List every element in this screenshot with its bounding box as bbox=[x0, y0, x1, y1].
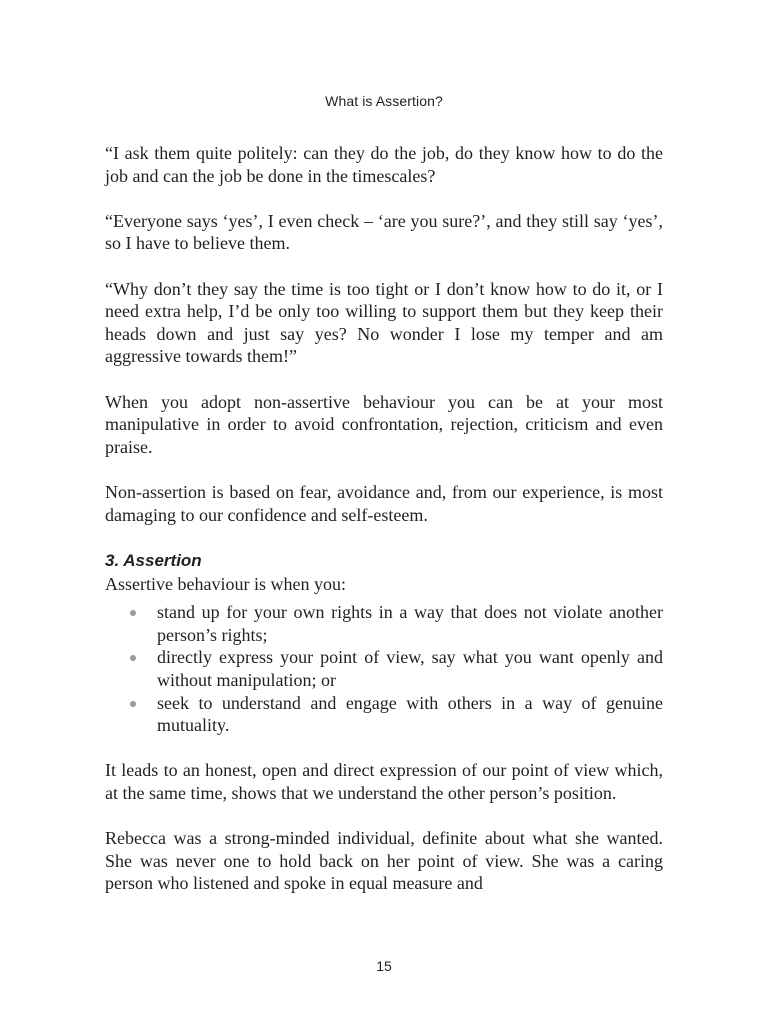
bullet-dot-icon bbox=[130, 610, 136, 616]
bullet-dot-icon bbox=[130, 701, 136, 707]
bullet-text: directly express your point of view, say what you want openly and without manipulation; or bbox=[157, 647, 663, 691]
bullet-list bbox=[105, 601, 663, 737]
page-number: 15 bbox=[376, 958, 392, 974]
bullet-item bbox=[105, 646, 663, 691]
section-intro: Assertive behaviour is when you: bbox=[105, 573, 346, 594]
paragraph: “I ask them quite politely: can they do the job, do they know how to do the job and can the job be done in the timescales? bbox=[105, 143, 663, 186]
paragraph: It leads to an honest, open and direct expression of our point of view which, at the same time, shows that we understand the other person’s position. bbox=[105, 760, 663, 804]
body-text bbox=[105, 142, 663, 895]
bullet-item bbox=[105, 601, 663, 646]
section-heading: 3. Assertion bbox=[105, 550, 202, 570]
bullet-text: stand up for your own rights in a way that does not violate another person’s rights; bbox=[157, 602, 663, 645]
bullet-dot-icon bbox=[130, 655, 136, 661]
paragraph: Non-assertion is based on fear, avoidance and, from our experience, is most damaging to our confidence and self-esteem. bbox=[105, 481, 663, 525]
paragraph: “Everyone says ‘yes’, I even check – ‘are you sure?’, and they still say ‘yes’, so I have to believe them. bbox=[105, 210, 663, 254]
running-head: What is Assertion? bbox=[325, 93, 443, 109]
bullet-item bbox=[105, 692, 663, 737]
paragraph: Rebecca was a strong-minded individual, definite about what she wanted. She was never one to hold back on her point of view. She was a caring person who listened and spoke in equal measure and bbox=[105, 828, 663, 894]
paragraph: “Why don’t they say the time is too tight or I don’t know how to do it, or I need extra help, I’d be only too willing to support them but they keep their heads down and just say yes? No wonder I lose my temper and am aggressive towards them!” bbox=[105, 278, 663, 367]
paragraph: When you adopt non-assertive behaviour you can be at your most manipulative in order to avoid confrontation, rejection, criticism and even praise. bbox=[105, 391, 663, 457]
bullet-text: seek to understand and engage with others in a way of genuine mutuality. bbox=[157, 692, 663, 736]
